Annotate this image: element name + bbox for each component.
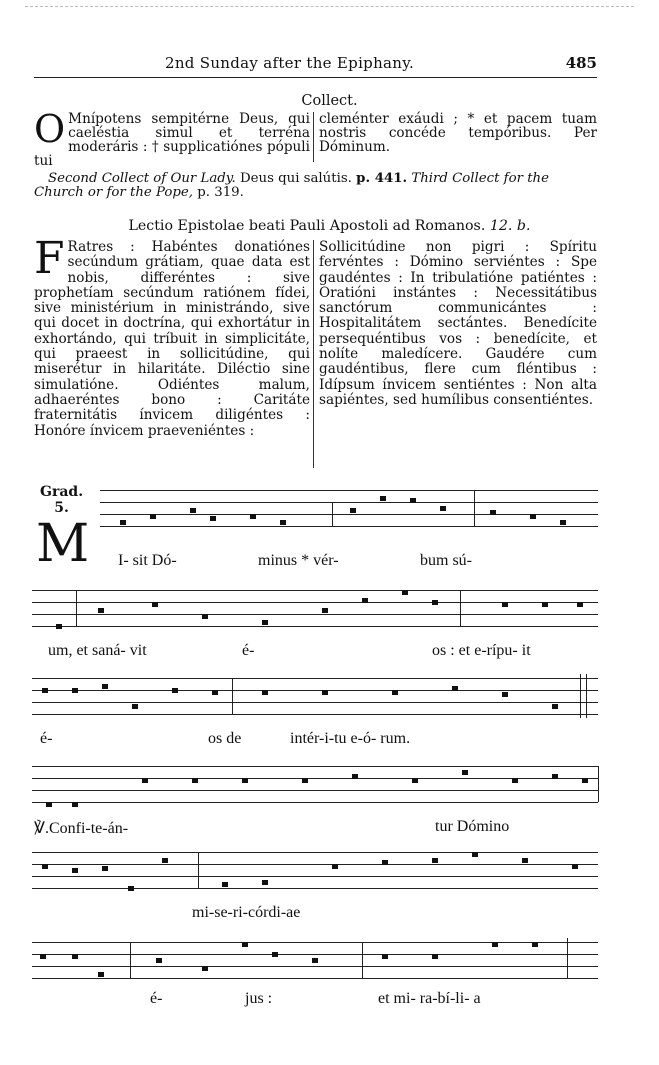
lyric-line-5a: mi-se-ri-córdi-ae [192,904,301,921]
chant-neume [542,602,548,607]
chant-neume [462,770,468,775]
chant-staff-1 [100,486,598,534]
epistle-right-column: Sollicitúdine non pigri : Spíritu fervéntes : Dómino serviéntes : Spe gaudéntes : In tribulatióne patiéntes : Oratióni instántes : Necessitátibus sanctórum communicántes : Hospitalitátem sectántes. Benedícite persequéntibus vos : benedícite, et nolíte maledícere. Gaudére cum gaudéntibus, flere cum fléntibus : Idípsum ínvicem sentiéntes : Non alta sapiéntes, sed humílibus consentiéntes. [319,239,597,408]
epistle-left-text: Ratres : Habéntes donatiónes secúndum grátiam, quae data est nobis, differéntes : sive prophetíam secúndum ratiónem fídei, sive ministérium in ministrándo, sive qui docet in doctrína, qui exhortátur in exhortándo, qui tríbuit in simplicitáte, qui praeest in sollicitúdine, qui miserétur in hilaritáte. Diléctio sine simulatióne. Odiéntes malum, adhaeréntes bono : Caritáte fraternitátis ínvicem diligéntes : Honóre ínvicem praeveniéntes : [34,239,310,439]
chant-neume [162,858,168,863]
chant-staff-4 [32,762,598,810]
chant-neume [572,864,578,869]
bar-line [362,942,363,978]
chant-neume [552,774,558,779]
rubric-part1: Second Collect of Our Lady. [48,171,236,186]
staff-line [32,678,598,679]
chant-neume [132,704,138,709]
chant-neume [352,774,358,779]
lyric-line-2c: os : et e-rípu- it [432,642,531,659]
chant-neume [490,510,496,515]
epistle-column-divider [313,240,314,468]
lyric-line-1c: bum sú- [420,552,472,569]
chant-neume [72,954,78,959]
lyric-line-6b: jus : [245,990,273,1007]
chant-neume [72,688,78,693]
chant-neume [242,778,248,783]
staff-line [32,864,598,865]
bar-line [580,674,581,718]
staff-line [32,888,598,889]
staff-line [32,802,598,803]
lyric-line-3a: é- [40,730,53,747]
collect-column-divider [313,112,314,162]
bar-line [76,590,77,626]
chant-neume [502,692,508,697]
chant-neume [150,514,156,519]
chant-neume [98,608,104,613]
chant-neume [152,602,158,607]
chant-neume [272,952,278,957]
lyric-line-6a: é- [150,990,163,1007]
chant-neume [250,514,256,519]
lyric-line-4b: tur Dómino [435,818,510,835]
collect-heading: Collect. [301,93,358,109]
chant-neume [412,778,418,783]
chant-neume [577,602,583,607]
staff-line [32,714,598,715]
chant-neume [350,508,356,513]
lyric-line-1b: minus * vér- [258,552,339,569]
chant-staff-2 [32,586,598,634]
staff-line [100,490,598,491]
chant-neume [362,598,368,603]
chant-neume [512,778,518,783]
chant-neume [262,880,268,885]
chant-staff-3 [32,674,598,722]
top-edge-dashes [25,6,634,7]
staff-line [32,790,598,791]
chant-neume [202,966,208,971]
chant-neume [440,506,446,511]
rubric-note [34,172,597,200]
gradual-label-text: Grad. [40,484,84,500]
epistle-reference: 12. b. [489,218,531,234]
collect-dropcap: O [34,107,66,151]
bar-line [474,490,475,526]
staff-line [32,876,598,877]
rubric-part4: Third Collect for the Church or for the Pope, [34,171,549,200]
chant-neume [128,886,134,891]
collect-right-column: cleménter exáudi ; * et pacem tuam nostris concéde tempóribus. Per Dóminum. [319,111,597,155]
rubric-part3: p. 441. [356,171,408,186]
gradual-initial: M [36,514,90,574]
chant-neume [102,866,108,871]
bar-line [567,938,568,978]
chant-neume [392,690,398,695]
chant-neume [202,614,208,619]
chant-neume [522,858,528,863]
chant-neume [382,860,388,865]
chant-neume [432,858,438,863]
staff-line [32,766,598,767]
chant-neume [452,686,458,691]
staff-line [100,514,598,515]
collect-left-column [34,107,310,169]
bar-line [460,590,461,626]
chant-neume [192,778,198,783]
chant-neume [332,864,338,869]
chant-neume [552,704,558,709]
staff-line [32,978,598,979]
chant-neume [46,802,52,807]
chant-neume [312,958,318,963]
bar-line [232,678,233,714]
chant-neume [212,690,218,695]
header-rule [34,77,597,78]
chant-neume [156,958,162,963]
chant-neume [190,508,196,513]
rubric-part2: Deus qui salútis. [239,171,352,186]
bar-line [198,852,199,888]
epistle-dropcap: F [34,233,65,284]
lyric-line-3c: intér-i-tu e-ó- rum. [290,730,411,747]
staff-line [100,526,598,527]
staff-line [32,966,598,967]
chant-neume [72,868,78,873]
chant-staff-5 [32,848,598,896]
rubric-part5: p. 319. [197,185,244,200]
chant-neume [432,954,438,959]
bar-line [332,502,333,526]
staff-line [32,942,598,943]
chant-neume [322,608,328,613]
epistle-heading-text: Lectio Epistolae beati Pauli Apostoli ad Romanos. [128,218,486,234]
chant-neume [102,684,108,689]
gradual-mode: 5. [54,500,69,516]
chant-neume [530,514,536,519]
staff-line [32,590,598,591]
page-number: 485 [565,54,597,72]
epistle-heading [0,218,659,234]
staff-line [32,852,598,853]
chant-neume [492,942,498,947]
staff-line [100,502,598,503]
epistle-left-column [34,233,310,439]
chant-neume [502,602,508,607]
chant-neume [280,520,286,525]
bar-line [586,674,587,718]
chant-neume [402,590,408,595]
chant-neume [242,942,248,947]
chant-neume [120,520,126,525]
chant-neume [172,688,178,693]
chant-neume [382,954,388,959]
lyric-line-3b: os de [208,730,242,747]
bar-line [130,942,131,978]
chant-neume [72,802,78,807]
lyric-line-6c: et mi- ra-bí-li- a [378,990,481,1007]
lyric-line-2a: um, et saná- vit [48,642,147,659]
chant-neume [142,778,148,783]
chant-neume [40,954,46,959]
staff-line [32,690,598,691]
staff-line [32,626,598,627]
chant-neume [532,942,538,947]
staff-line [32,602,598,603]
chant-staff-6 [32,938,598,986]
chant-neume [42,688,48,693]
gradual-label [40,484,83,516]
chant-neume [42,864,48,869]
collect-left-text: Mnípotens sempitérne Deus, qui caeléstia simul et terréna moderáris : † supplicatiónes pópuli tui [34,111,310,169]
staff-line [32,702,598,703]
lyric-line-2b: é- [242,642,255,659]
chant-neume [432,600,438,605]
chant-neume [222,882,228,887]
chant-neume [56,624,62,629]
lyric-line-4a: ℣.Confi-te-án- [34,820,129,837]
chant-neume [380,496,386,501]
chant-neume [302,778,308,783]
chant-neume [472,852,478,857]
chant-neume [322,690,328,695]
staff-line [32,954,598,955]
chant-neume [582,778,588,783]
chant-neume [560,520,566,525]
bar-line [598,766,599,802]
chant-neume [262,620,268,625]
chant-neume [210,516,216,521]
chant-neume [262,690,268,695]
staff-line [32,614,598,615]
running-header-title: 2nd Sunday after the Epiphany. [165,54,415,72]
chant-neume [98,972,104,977]
chant-neume [410,498,416,503]
lyric-line-1a: I- sit Dó- [118,552,177,569]
